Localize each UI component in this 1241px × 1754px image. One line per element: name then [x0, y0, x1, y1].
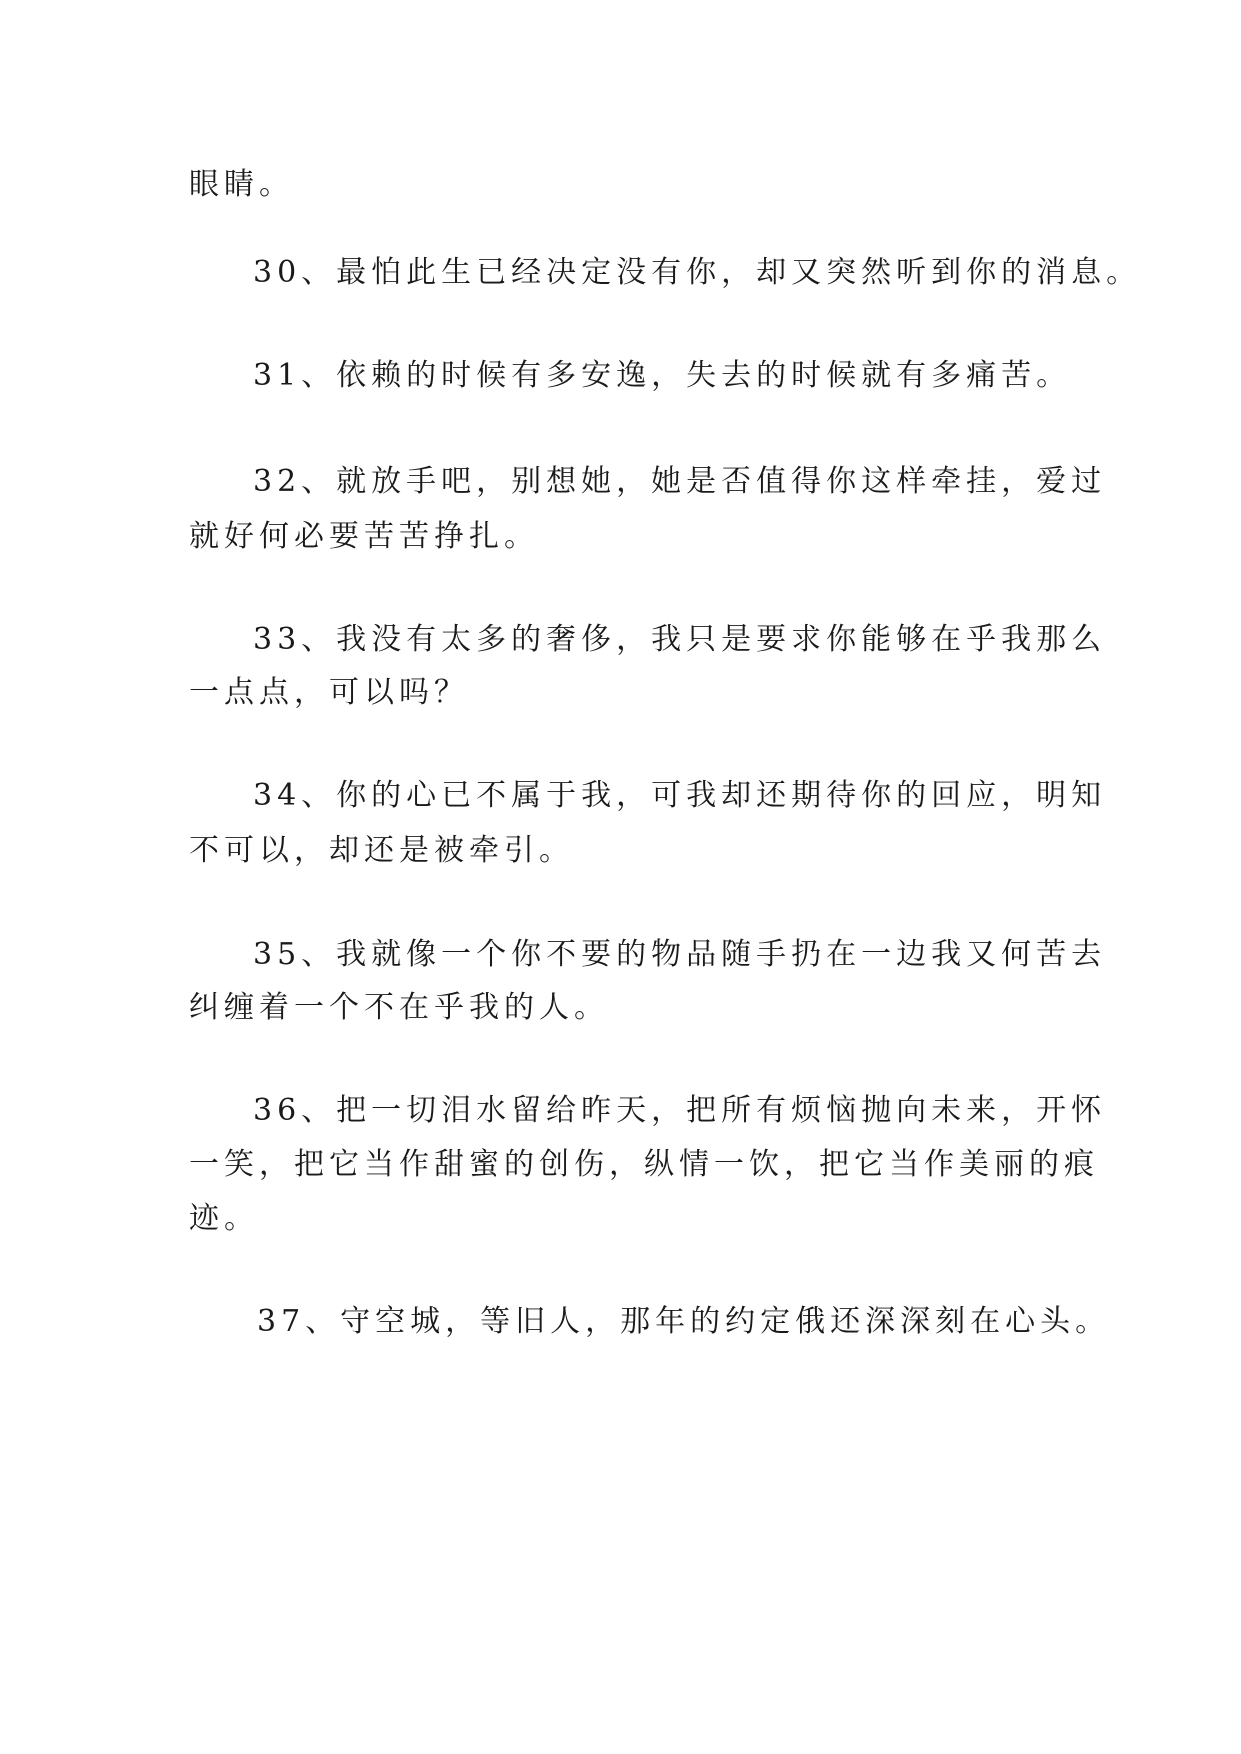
paragraph-30: 30、最怕此生已经决定没有你，却又突然听到你的消息。	[253, 255, 1142, 290]
paragraph-34-line-1: 34、你的心已不属于我，可我却还期待你的回应，明知	[253, 778, 1107, 813]
paragraph-35-line-2: 纠缠着一个不在乎我的人。	[189, 990, 609, 1025]
paragraph-33-line-1: 33、我没有太多的奢侈，我只是要求你能够在乎我那么	[253, 622, 1107, 657]
paragraph-33-line-2: 一点点，可以吗？	[189, 675, 469, 710]
paragraph-36-line-1: 36、把一切泪水留给昨天，把所有烦恼抛向未来，开怀	[253, 1093, 1107, 1128]
paragraph-34-line-2: 不可以，却还是被牵引。	[189, 833, 574, 868]
paragraph-36-line-3: 迹。	[189, 1201, 259, 1236]
paragraph-35-line-1: 35、我就像一个你不要的物品随手扔在一边我又何苦去	[253, 937, 1107, 972]
paragraph-31: 31、依赖的时候有多安逸，失去的时候就有多痛苦。	[253, 358, 1072, 393]
paragraph-32-line-2: 就好何必要苦苦挣扎。	[189, 519, 539, 554]
paragraph-36-line-2: 一笑，把它当作甜蜜的创伤，纵情一饮，把它当作美丽的痕	[189, 1147, 1099, 1182]
paragraph-37: 37、守空城，等旧人，那年的约定俄还深深刻在心头。	[257, 1304, 1111, 1339]
paragraph-32-line-1: 32、就放手吧，别想她，她是否值得你这样牵挂，爱过	[253, 464, 1107, 499]
paragraph-29-end: 眼睛。	[189, 167, 294, 202]
